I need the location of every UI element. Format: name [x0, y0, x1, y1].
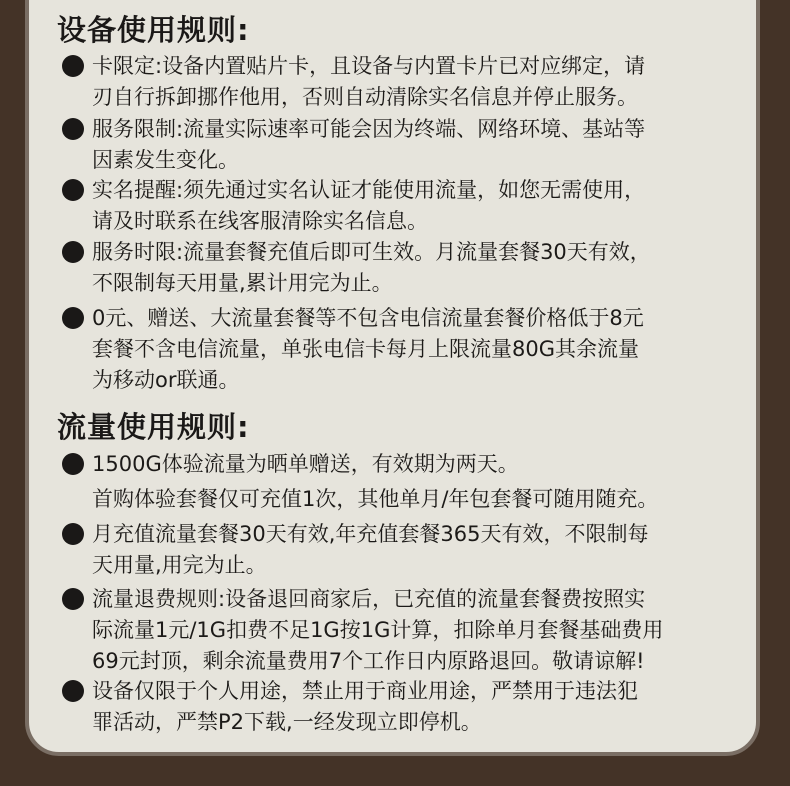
device-rule-item: [62, 303, 742, 396]
traffic-rule-text: 月充值流量套餐30天有效,年充值套餐365天有效，不限制每 天用量,用完为止。: [92, 522, 649, 577]
device-rule-text: 服务时限:流量套餐充值后即可生效。月流量套餐30天有效， 不限制每天用量,累计用完为止。: [92, 240, 651, 295]
device-rule-text: 服务限制:流量实际速率可能会因为终端、网络环境、基站等 因素发生变化。: [92, 117, 646, 172]
traffic-rule-text: 设备仅限于个人用途，禁止用于商业用途，严禁用于违法犯 罪活动，严禁P2下载,一经发现立即停机。: [92, 679, 638, 734]
traffic-rule-text: 首购体验套餐仅可充值1次，其他单月/年包套餐可随用随充。: [92, 487, 659, 511]
bullet-spacer: [62, 488, 84, 510]
traffic-rule-item: [62, 584, 742, 677]
bullet-icon: [62, 241, 84, 263]
bullet-icon: [62, 307, 84, 329]
bullet-icon: [62, 55, 84, 77]
device-rule-item: [62, 237, 742, 299]
device-rule-text: 0元、赠送、大流量套餐等不包含电信流量套餐价格低于8元 套餐不含电信流量，单张电信卡每月上限流量80G其余流量 为移动or联通。: [92, 306, 644, 392]
bullet-icon: [62, 179, 84, 201]
device-rule-text: 卡限定:设备内置贴片卡，且设备与内置卡片已对应绑定，请 刃自行拆卸挪作他用，否则自动清除实名信息并停止服务。: [92, 54, 646, 109]
bullet-icon: [62, 523, 84, 545]
traffic-rule-item: [62, 449, 742, 480]
bullet-icon: [62, 680, 84, 702]
bullet-icon: [62, 588, 84, 610]
bullet-icon: [62, 453, 84, 475]
traffic-rules-title: 流量使用规则:: [57, 410, 250, 444]
device-rule-item: [62, 51, 742, 113]
device-rules-title: 设备使用规则:: [57, 13, 250, 47]
traffic-rule-text: 1500G体验流量为晒单赠送，有效期为两天。: [92, 452, 519, 476]
traffic-rule-item: [62, 484, 742, 515]
traffic-rule-item: [62, 676, 742, 738]
device-rule-item: [62, 175, 742, 237]
traffic-rule-item: [62, 519, 742, 581]
device-rule-text: 实名提醒:须先通过实名认证才能使用流量，如您无需使用， 请及时联系在线客服清除实名信息。: [92, 178, 646, 233]
device-rule-item: [62, 114, 742, 176]
bullet-icon: [62, 118, 84, 140]
traffic-rule-text: 流量退费规则:设备退回商家后，已充值的流量套餐费按照实 际流量1元/1G扣费不足1G按1G计算，扣除单月套餐基础费用 69元封顶，剩余流量费用7个工作日内原路退回。敬请谅解!: [92, 587, 664, 673]
